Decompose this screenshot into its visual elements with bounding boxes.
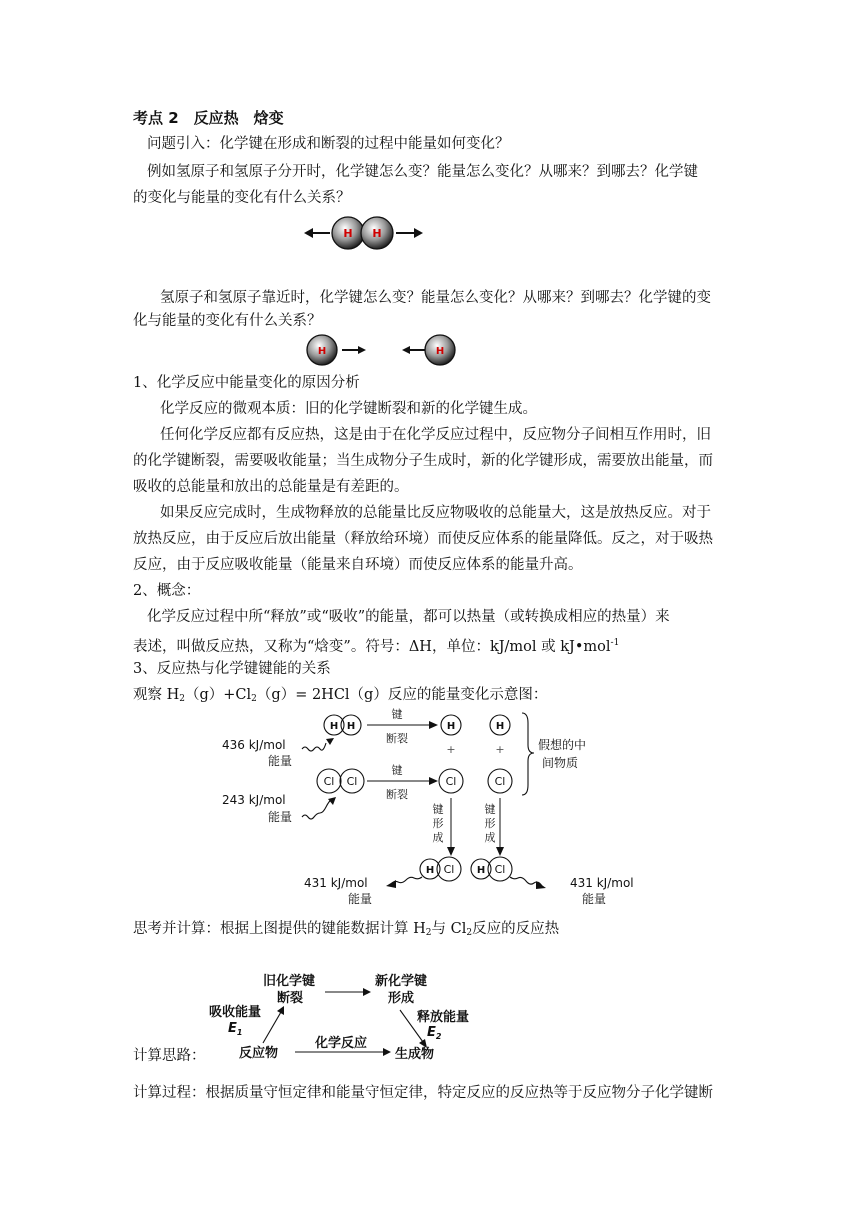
observe-line: 观察 $H_2(g)+Cl_2(g)= 2HCl(g)$反应的能量变化示意图： [133,687,548,704]
svg-text:成: 成 [432,831,444,844]
svg-text:431 kJ/mol: 431 kJ/mol [304,876,368,890]
definition-text: 表述，叫做反应热，又称为“焓变”。符号：ΔH，单位：kJ/mol 或 kJ•mol [133,639,611,655]
svg-text:化学反应: 化学反应 [315,1036,368,1051]
svg-text:Cl: Cl [445,775,457,788]
section-2-paragraph-line-1: 化学反应过程中所“释放”或“吸收”的能量，都可以热量（或转换成相应的热量）来 [147,609,670,625]
svg-text:吸收能量: 吸收能量 [209,1005,262,1020]
section-1-paragraph-3-line-2: 放热反应，由于反应后放出能量（释放给环境）而使反应体系的能量降低。反之，对于吸热 [133,531,713,547]
svg-text:能量: 能量 [582,892,607,906]
svg-text:Cl: Cl [494,863,506,876]
intro-paragraph-2-line-2: 化与能量的变化有什么关系？ [133,313,322,329]
svg-text:+: + [495,743,505,756]
calculation-process-line: 计算过程：根据质量守恒定律和能量守恒定律，特定反应的反应热等于反应物分子化学键断 [133,1085,713,1101]
svg-text:E2: $E_2$ [427,1025,442,1041]
svg-text:431 kJ/mol: 431 kJ/mol [570,876,634,890]
svg-text:Cl: Cl [443,863,455,876]
svg-text:H: H [329,721,339,732]
svg-text:释放能量: 释放能量 [417,1010,470,1025]
atom-label: H [343,227,353,240]
svg-text:H: H [495,721,505,732]
svg-text:能量: 能量 [268,754,293,768]
atom-label: H [372,227,382,240]
svg-text:生成物: 生成物 [395,1047,435,1062]
atom-label: H [317,346,327,357]
svg-text:形: 形 [484,817,496,830]
section-2-title: 2、概念： [133,583,201,599]
section-1-paragraph-2-line-1: 任何化学反应都有反应热，这是由于在化学反应过程中，反应物分子间相互作用时，旧 [160,427,711,443]
svg-text:E1: $E_1$ [228,1021,243,1037]
svg-text:H: H [446,721,456,732]
svg-text:反应物: 反应物 [239,1046,279,1061]
svg-text:形: 形 [432,817,444,830]
svg-text:键: 键 [484,803,496,816]
bond-energy-diagram [210,705,670,915]
svg-text:Cl: Cl [346,775,358,788]
svg-text:键: 键 [391,708,403,721]
svg-text:能量: 能量 [268,810,293,824]
atom-label: H [435,346,445,357]
svg-text:成: 成 [484,831,496,844]
intro-paragraph-1-line-1: 例如氢原子和氢原子分开时，化学键怎么变？能量怎么变化？从哪来？到哪去？化学键 [147,164,698,180]
intro-paragraph-2-line-1: 氢原子和氢原子靠近时，化学键怎么变？能量怎么变化？从哪来？到哪去？化学键的变 [160,290,711,306]
section-heading: 考点 2 反应热 焓变 [133,109,284,127]
svg-text:假想的中: 假想的中 [538,738,587,752]
svg-text:Cl: Cl [323,775,335,788]
svg-text:H: H [425,865,435,876]
svg-text:断裂: 断裂 [277,991,304,1006]
svg-text:旧化学键: 旧化学键 [263,974,316,989]
calculation-approach-label: 计算思路： [133,1048,206,1064]
svg-text:形成: 形成 [388,991,415,1006]
svg-text:能量: 能量 [348,892,373,906]
svg-text:间物质: 间物质 [542,756,579,770]
section-1-paragraph-2-line-2: 的化学键断裂，需要吸收能量；当生成物分子生成时，新的化学键形成，需要放出能量，而 [133,453,713,469]
svg-text:H: H [346,721,356,732]
left-arrow-icon [304,228,330,238]
svg-text:Cl: Cl [494,775,506,788]
right-arrow-icon [342,346,366,354]
svg-text:断裂: 断裂 [386,732,408,745]
left-arrow-icon [402,346,426,354]
brace [522,713,534,795]
section-1-paragraph-3-line-3: 反应，由于反应吸收能量（能量来自环境）而使反应体系的能量升高。 [133,557,583,573]
svg-text:键: 键 [391,764,403,777]
svg-text:键: 键 [432,803,444,816]
calculation-flow-diagram [205,970,475,1065]
think-and-calculate-line: 思考并计算：根据上图提供的键能数据计算 $H_2$与 $Cl_2$反应的反应热 [133,921,560,938]
svg-text:243 kJ/mol: 243 kJ/mol [222,793,286,807]
h2-separating-figure [300,212,430,254]
h-atoms-approaching-figure [304,332,464,368]
unit-exponent: -1 [610,638,620,648]
svg-text:H: H [476,865,486,876]
svg-text:断裂: 断裂 [386,788,408,801]
svg-text:+: + [446,743,456,756]
section-2-paragraph-line-2 [133,633,619,657]
intro-question: 问题引入：化学键在形成和断裂的过程中能量如何变化？ [147,136,510,152]
section-3-title: 3、反应热与化学键键能的关系 [133,661,331,677]
svg-text:436 kJ/mol: 436 kJ/mol [222,738,286,752]
right-arrow-icon [396,228,423,238]
energy-arrow-in [302,743,326,751]
section-1-paragraph-1: 化学反应的微观本质：旧的化学键断裂和新的化学键生成。 [160,401,537,417]
intro-paragraph-1-line-2: 的变化与能量的变化有什么关系？ [133,190,351,206]
svg-text:新化学键: 新化学键 [375,974,428,989]
section-1-paragraph-3-line-1: 如果反应完成时，生成物释放的总能量比反应物吸收的总能量大，这是放热反应。对于 [160,505,711,521]
energy-arrow-in [302,799,332,819]
section-1-paragraph-2-line-3: 吸收的总能量和放出的总能量是有差距的。 [133,479,409,495]
section-1-title: 1、化学反应中能量变化的原因分析 [133,375,360,391]
